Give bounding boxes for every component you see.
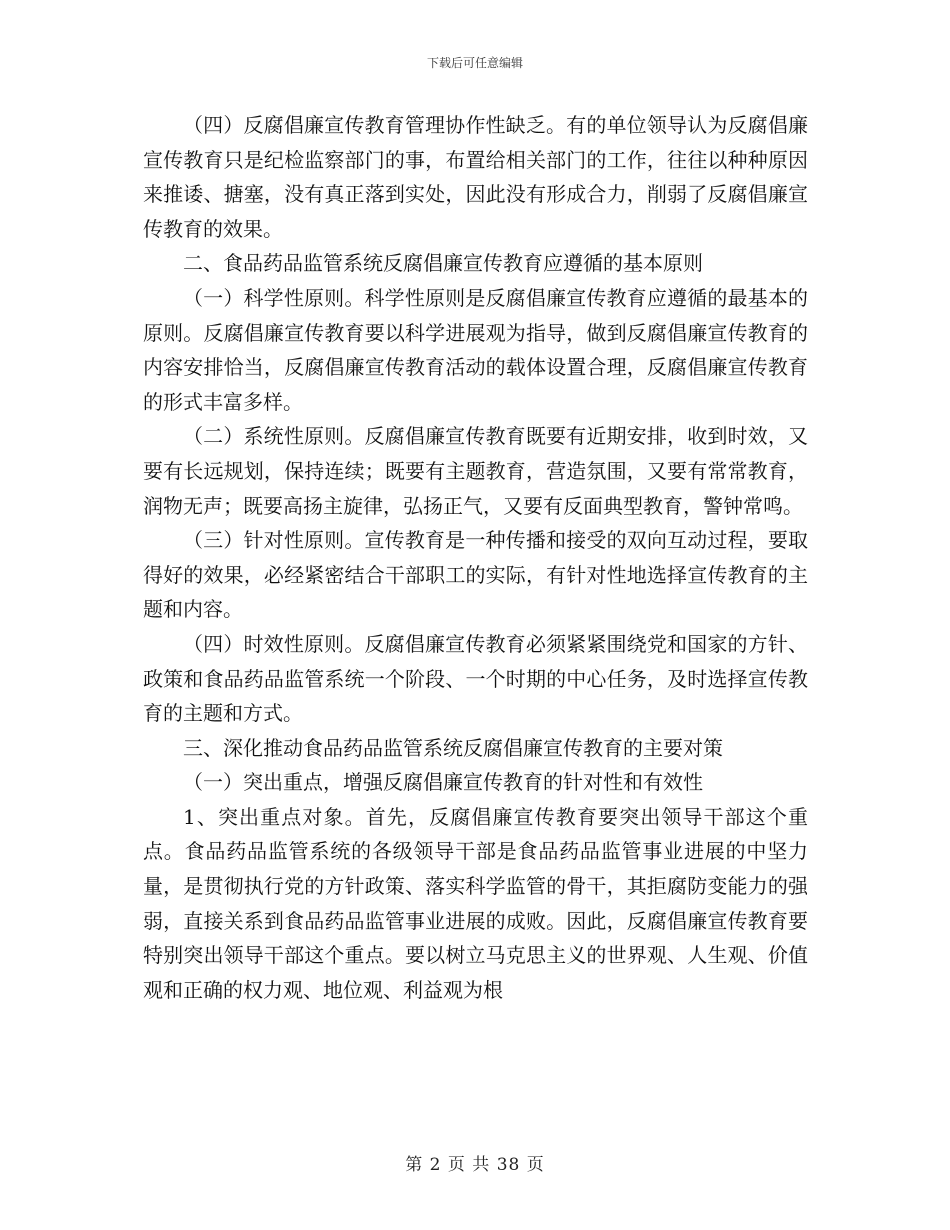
paragraph-1: （四）反腐倡廉宣传教育管理协作性缺乏。有的单位领导认为反腐倡廉宣传教育只是纪检监察部门的事，布置给相关部门的工作，往往以种种原因来推诿、搪塞，没有真正落到实处，因此没有形成合力，削弱了反腐倡廉宣传教育的效果。: [143, 113, 808, 241]
paragraph-9: 1、突出重点对象。首先，反腐倡廉宣传教育要突出领导干部这个重点。食品药品监管系统的各级领导干部是食品药品监管事业进展的中坚力量，是贯彻执行党的方针政策、落实科学监管的骨干，其拒腐防变能力的强弱，直接关系到食品药品监管事业进展的成败。因此，反腐倡廉宣传教育要特别突出领导干部这个重点。要以树立马克思主义的世界观、人生观、价值观和正确的权力观、地位观、利益观为根: [143, 804, 808, 1002]
subsection-heading-1: （一）突出重点，增强反腐倡廉宣传教育的针对性和有效性: [183, 770, 703, 795]
section-heading-2: 二、食品药品监管系统反腐倡廉宣传教育应遵循的基本原则: [183, 251, 703, 276]
section-heading-3: 三、深化推动食品药品监管系统反腐倡廉宣传教育的主要对策: [183, 735, 723, 760]
page-number-footer: 第 2 页 共 38 页: [405, 1155, 545, 1175]
paragraph-4: （二）系统性原则。反腐倡廉宣传教育既要有近期安排，收到时效，又要有长远规划，保持连续；既要有主题教育，营造氛围，又要有常常教育，润物无声；既要高扬主旋律，弘扬正气，又要有反面典型教育，警钟常鸣。: [143, 424, 808, 518]
paragraph-5: （三）针对性原则。宣传教育是一种传播和接受的双向互动过程，要取得好的效果，必经紧密结合干部职工的实际，有针对性地选择宣传教育的主题和内容。: [143, 528, 808, 622]
document-body: [143, 108, 808, 1007]
paragraph-6: （四）时效性原则。反腐倡廉宣传教育必须紧紧围绕党和国家的方针、政策和食品药品监管系统一个阶段、一个时期的中心任务，及时选择宣传教育的主题和方式。: [143, 631, 808, 726]
page-header: 下载后可任意编辑: [426, 56, 523, 70]
paragraph-3: （一）科学性原则。科学性原则是反腐倡廉宣传教育应遵循的最基本的原则。反腐倡廉宣传教育要以科学进展观为指导，做到反腐倡廉宣传教育的内容安排恰当，反腐倡廉宣传教育活动的载体设置合理，反腐倡廉宣传教育的形式丰富多样。: [143, 285, 808, 414]
